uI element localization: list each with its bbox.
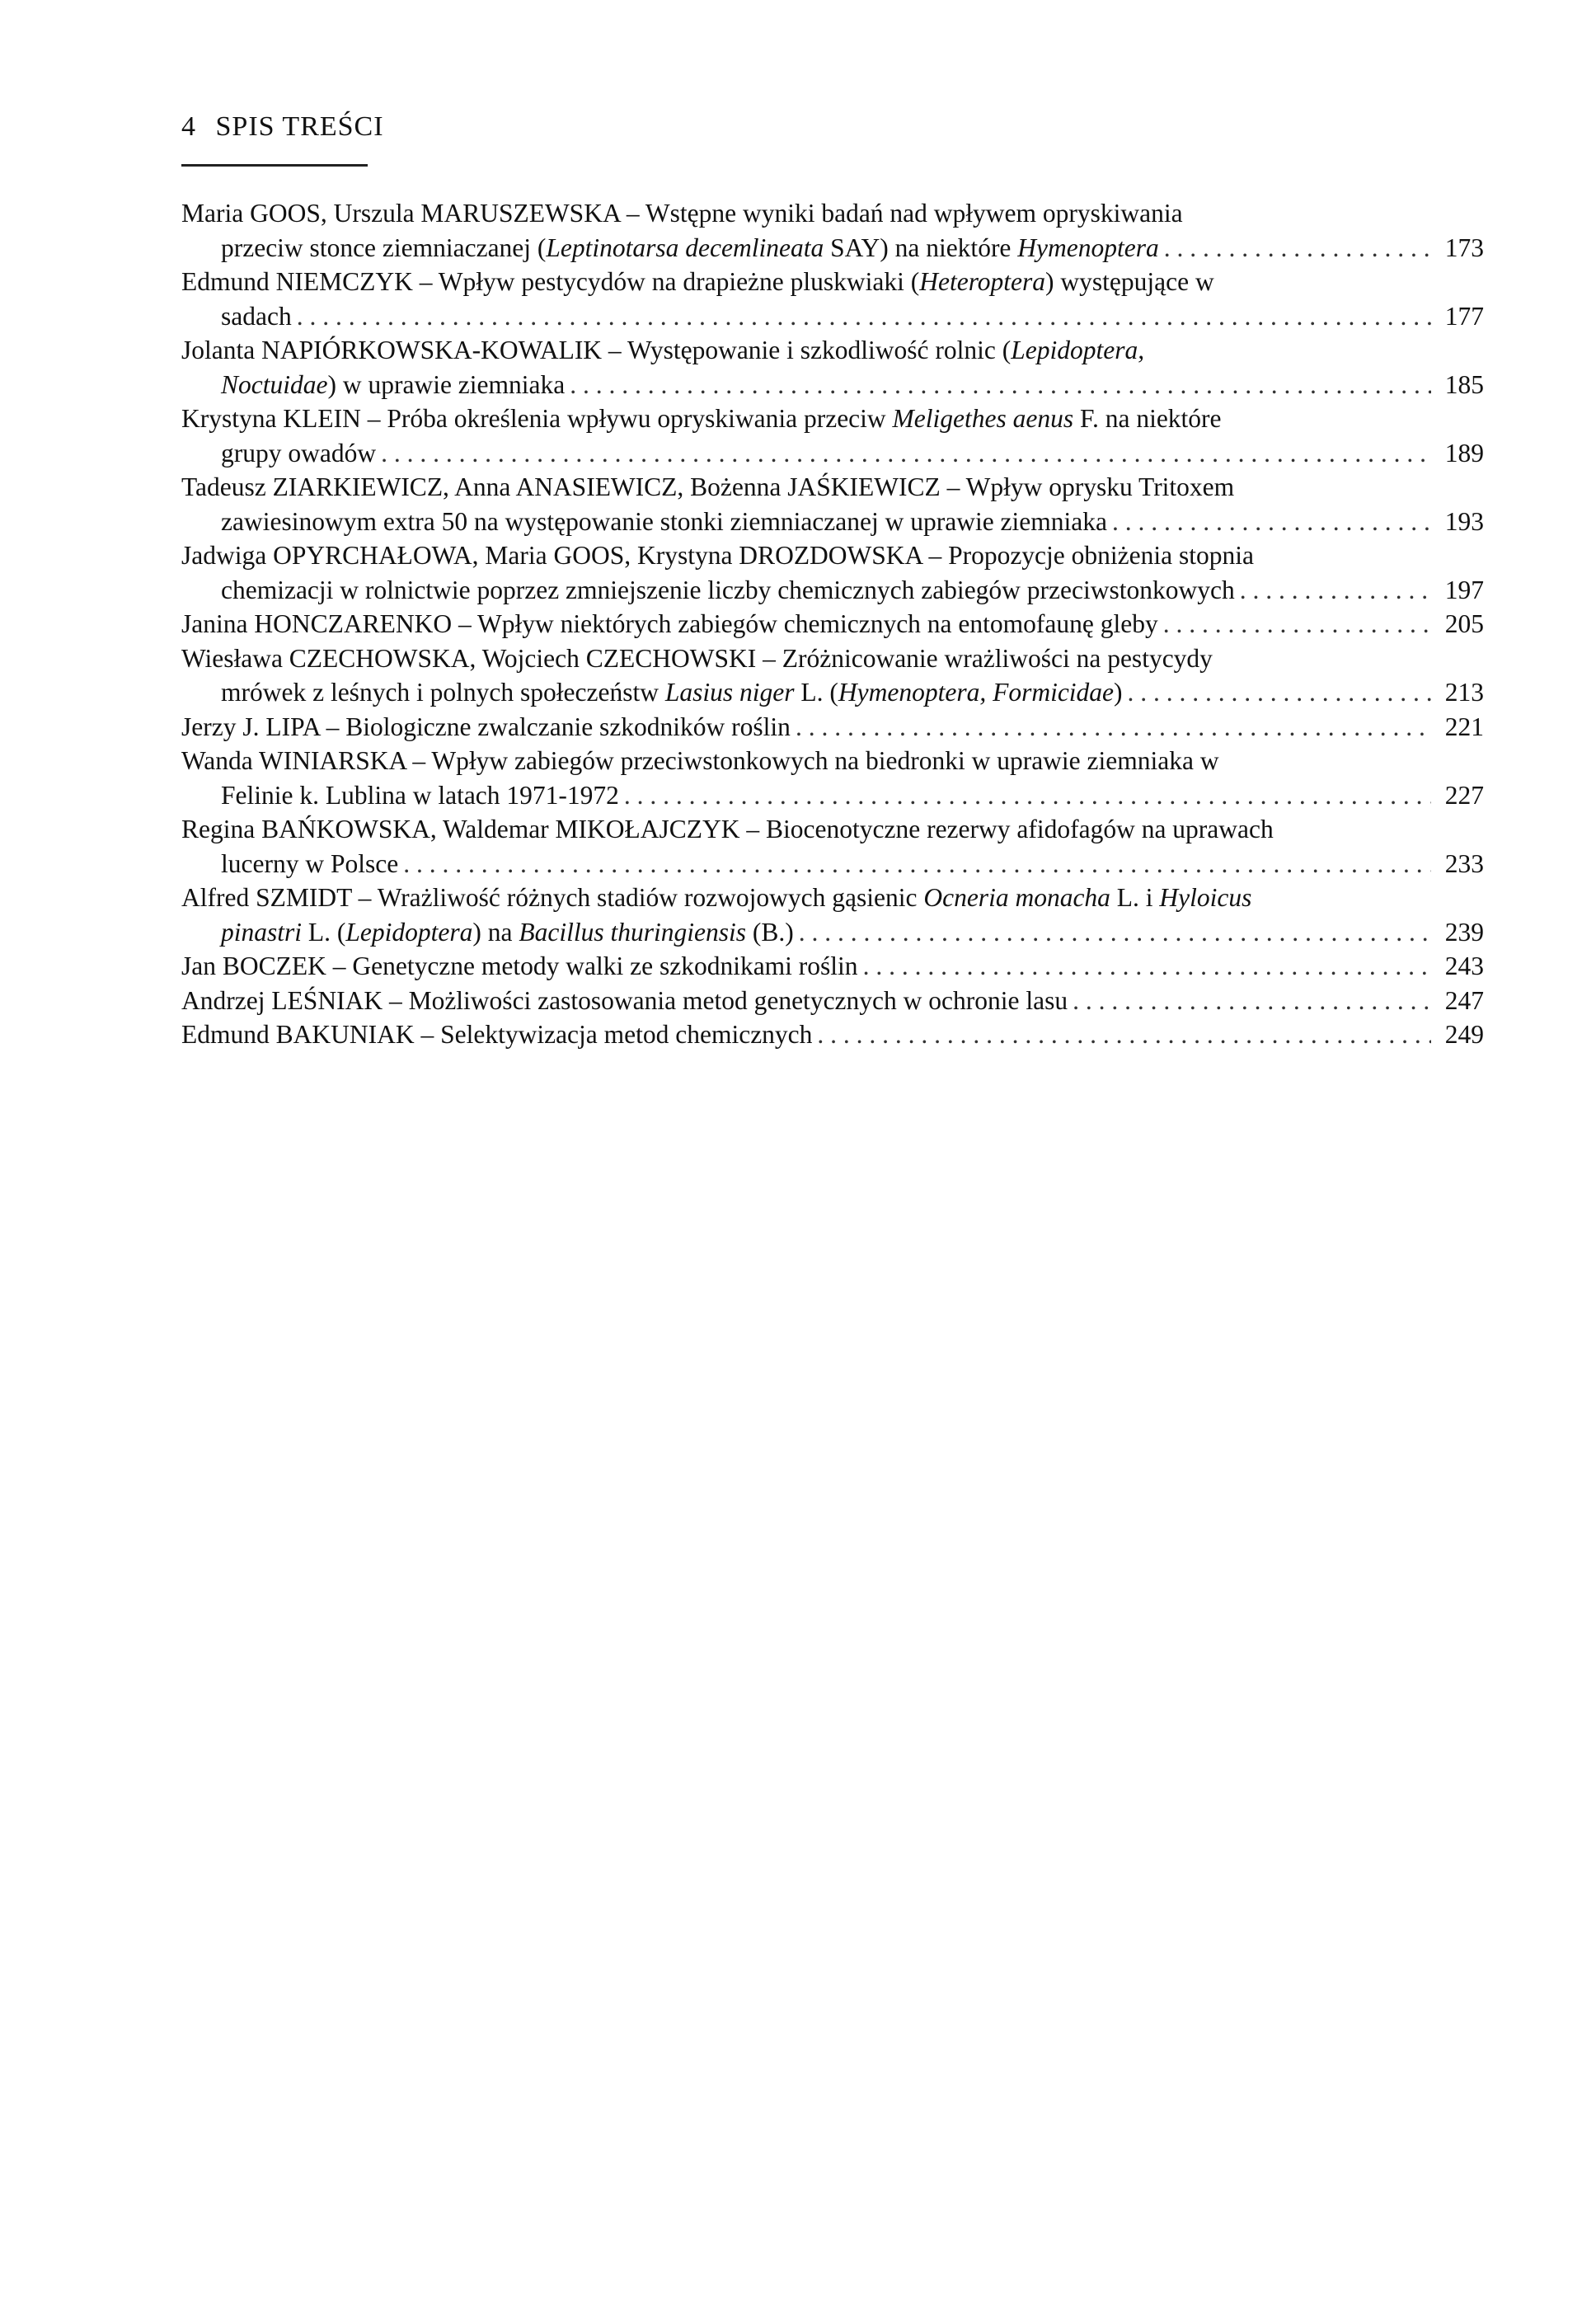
entry-text: mrówek z leśnych i polnych społeczeństw Lasius niger L. (Hymenoptera, Formicidae) [221,678,1123,707]
entry-line [181,847,1484,881]
entry-page-number: 233 [1444,848,1484,878]
entry-line [181,710,1484,745]
entry-text: lucerny w Polsce [221,848,399,878]
dot-leader [1128,675,1431,710]
toc-entry [181,710,1484,745]
entry-text: Wanda WINIARSKA – Wpływ zabiegów przeciwstonkowych na biedronki w uprawie ziemniaka w [181,746,1219,775]
entry-text: zawiesinowym extra 50 na występowanie stonki ziemniaczanej w uprawie ziemniaka [221,506,1107,536]
dot-leader [1163,607,1431,641]
entry-text: Maria GOOS, Urszula MARUSZEWSKA – Wstępne wyniki badań nad wpływem opryskiwania [181,199,1183,228]
entry-line [181,984,1484,1018]
running-header [181,111,384,143]
entry-line [181,641,1484,676]
entry-page-number: 227 [1444,780,1484,810]
entry-text: Jan BOCZEK – Genetyczne metody walki ze szkodnikami roślin [181,951,858,980]
dot-leader [1112,505,1431,539]
entry-line [181,538,1484,573]
entry-text: przeciw stonce ziemniaczanej (Leptinotarsa decemlineata SAY) na niektóre Hymenoptera [221,233,1159,262]
entry-text: Wiesława CZECHOWSKA, Wojciech CZECHOWSKI – Zróżnicowanie wrażliwości na pestycydy [181,643,1213,673]
entry-line [181,402,1484,436]
entry-text: Alfred SZMIDT – Wrażliwość różnych stadiów rozwojowych gąsienic Ocneria monacha L. i Hyloicus [181,883,1252,912]
entry-page-number: 221 [1444,712,1484,741]
toc-entry [181,538,1484,607]
entry-page-number: 177 [1444,301,1484,331]
entry-line [181,744,1484,778]
page-title: SPIS TREŚCI [215,111,384,142]
entry-text: Edmund BAKUNIAK – Selektywizacja metod chemicznych [181,1020,813,1049]
toc-entry [181,607,1484,641]
entry-text: Felinie k. Lublina w latach 1971-1972 [221,780,619,810]
toc-entry [181,812,1484,881]
toc-entry [181,196,1484,265]
entry-text: grupy owadów [221,438,377,468]
dot-leader [863,949,1431,984]
entry-line [181,470,1484,505]
dot-leader [799,915,1431,950]
toc-entry [181,984,1484,1018]
entry-page-number: 189 [1444,438,1484,468]
entry-text: Tadeusz ZIARKIEWICZ, Anna ANASIEWICZ, Bożenna JAŚKIEWICZ – Wpływ oprysku Tritoxem [181,472,1235,501]
entry-text: Krystyna KLEIN – Próba określenia wpływu opryskiwania przeciw Meligethes aenus F. na niektóre [181,404,1222,433]
entry-text: Noctuidae) w uprawie ziemniaka [221,369,566,399]
entry-text: chemizacji w rolnictwie poprzez zmniejszenie liczby chemicznych zabiegów przeciwstonkowych [221,575,1235,604]
dot-leader [817,1017,1431,1052]
entry-page-number: 173 [1444,233,1484,262]
entry-text: Edmund NIEMCZYK – Wpływ pestycydów na drapieżne pluskwiaki (Heteroptera) występujące w [181,267,1214,296]
toc-entry [181,402,1484,470]
entry-line [181,675,1484,710]
entry-line [181,607,1484,641]
entry-page-number: 205 [1444,609,1484,638]
entry-text: sadach [221,301,292,331]
entry-text: Janina HONCZARENKO – Wpływ niektórych zabiegów chemicznych na entomofaunę gleby [181,609,1158,638]
entry-text: Regina BAŃKOWSKA, Waldemar MIKOŁAJCZYK – Biocenotyczne rezerwy afidofagów na uprawach [181,815,1274,843]
entry-line [181,915,1484,950]
entry-text: Andrzej LEŚNIAK – Możliwości zastosowania metod genetycznych w ochronie lasu [181,985,1068,1015]
entry-text: Jerzy J. LIPA – Biologiczne zwalczanie szkodników roślin [181,712,791,741]
entry-text: Jolanta NAPIÓRKOWSKA-KOWALIK – Występowanie i szkodliwość rolnic (Lepidoptera, [181,336,1145,364]
entry-page-number: 239 [1444,917,1484,947]
entry-page-number: 243 [1444,951,1484,980]
entry-line [181,1017,1484,1052]
toc-entry [181,470,1484,538]
entry-page-number: 247 [1444,985,1484,1015]
entry-text: pinastri L. (Lepidoptera) na Bacillus thuringiensis (B.) [221,917,794,947]
entry-line [181,265,1484,299]
dot-leader [624,778,1431,813]
toc-entry [181,881,1484,949]
header-rule [181,164,368,167]
entry-page-number: 249 [1444,1020,1484,1049]
page-number: 4 [181,111,196,142]
entry-line [181,299,1484,334]
toc-entry [181,641,1484,710]
entry-line [181,949,1484,984]
entry-text: Jadwiga OPYRCHAŁOWA, Maria GOOS, Krystyna DROZDOWSKA – Propozycje obniżenia stopnia [181,541,1254,570]
toc-entry [181,949,1484,984]
dot-leader [570,368,1431,402]
entry-line [181,778,1484,813]
table-of-contents [181,196,1484,1052]
dot-leader [796,710,1431,745]
entry-page-number: 193 [1444,506,1484,536]
toc-entry [181,265,1484,333]
entry-line [181,436,1484,471]
dot-leader [1240,573,1431,608]
entry-page-number: 213 [1444,678,1484,707]
entry-line [181,196,1484,231]
entry-line [181,333,1484,368]
toc-entry [181,744,1484,812]
dot-leader [381,436,1431,471]
entry-page-number: 185 [1444,369,1484,399]
entry-page-number: 197 [1444,575,1484,604]
entry-line [181,368,1484,402]
entry-line [181,505,1484,539]
entry-line [181,573,1484,608]
dot-leader [1073,984,1431,1018]
dot-leader [403,847,1431,881]
toc-entry [181,1017,1484,1052]
dot-leader [1164,231,1431,265]
toc-entry [181,333,1484,402]
entry-line [181,231,1484,265]
dot-leader [297,299,1431,334]
entry-line [181,812,1484,847]
entry-line [181,881,1484,915]
